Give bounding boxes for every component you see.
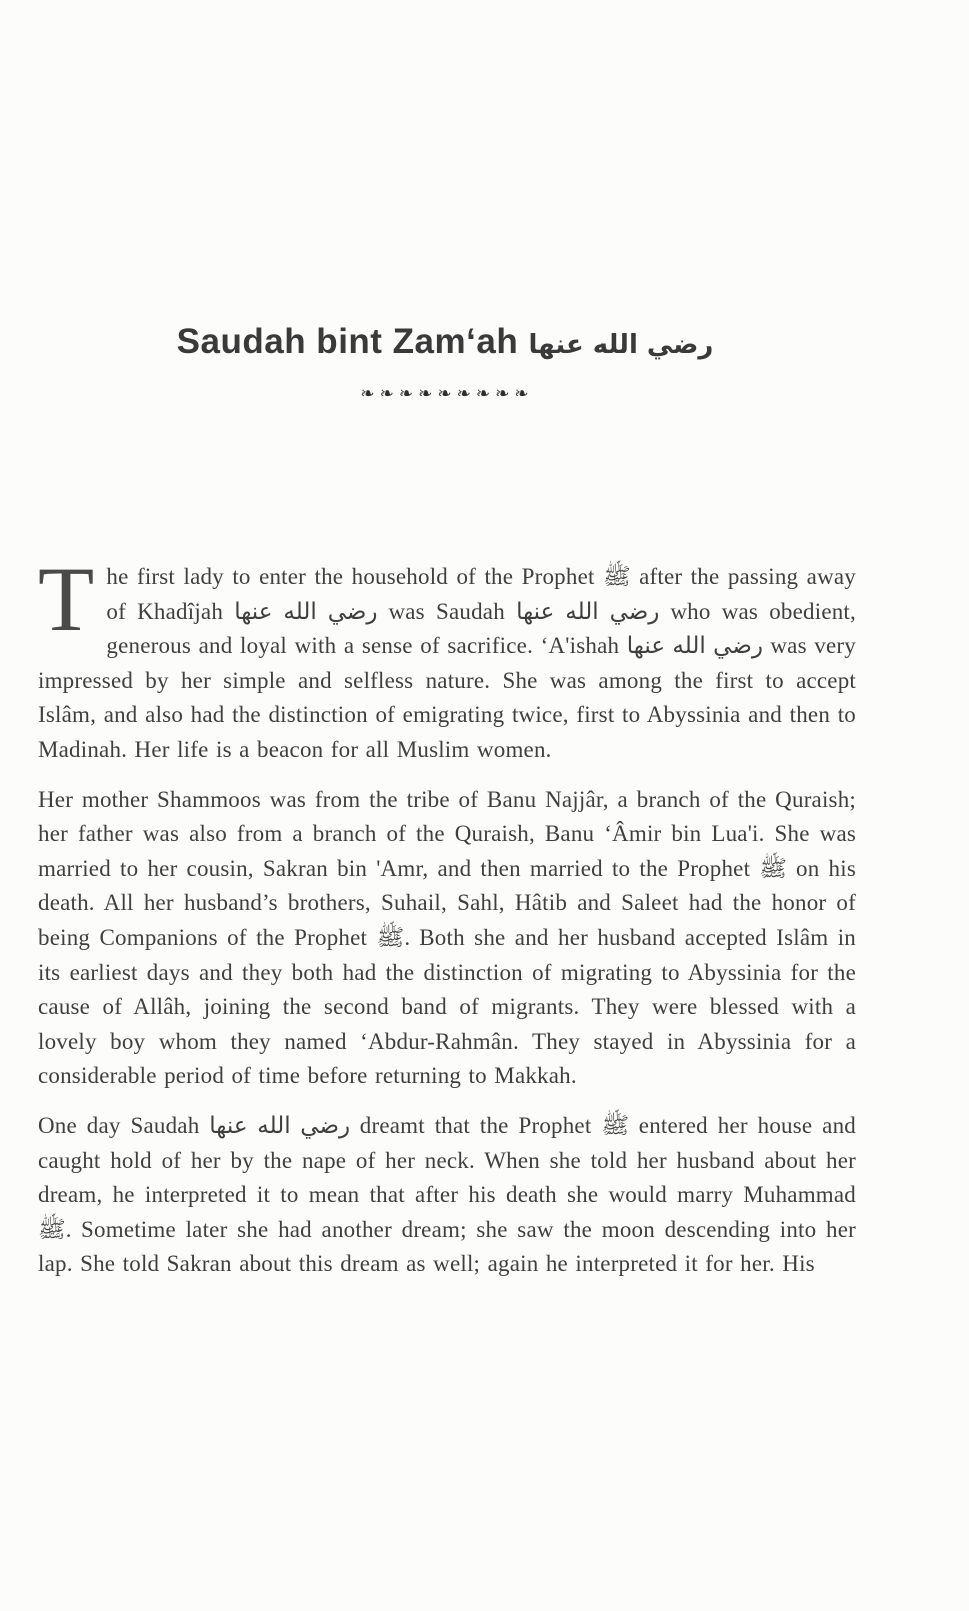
paragraph-2-text: Her mother Shammoos was from the tribe of Banu Najjâr, a branch of the Quraish; her father was also from a branch of the Quraish, Banu ‘Âmir bin Lua'i. She was married to her cousin, Sakran bin 'Amr, and then married to the Prophet ﷺ on his death. All her husband’s brothers, Suhail, Sahl, Hâtib and Saleet had the honor of being Companions of the Prophet ﷺ. Both she and her husband accepted Islâm in its earliest days and they both had the distinction of migrating to Abyssinia for the cause of Allâh, joining the second band of migrants. They were blessed with a lovely boy whom they named ‘Abdur-Rahmân. They stayed in Abyssinia for a considerable period of time before returning to Makkah. bbox=[38, 786, 856, 1089]
text-column bbox=[38, 0, 856, 1297]
body-text bbox=[38, 548, 856, 1282]
paragraph-2 bbox=[38, 783, 856, 1094]
paragraph-3-text: One day Saudah رضي الله عنها dreamt that the Prophet ﷺ entered her house and caught hold of her by the nape of her neck. When she told her husband about her dream, he interpreted it to mean that after his death she would marry Muhammad ﷺ. Sometime later she had another dream; she saw the moon descending into her lap. She told Sakran about this dream as well; again he interpreted it for her. His bbox=[38, 1112, 856, 1277]
paragraph-1 bbox=[38, 548, 856, 768]
page-title-latin: Saudah bint Zam‘ah bbox=[176, 322, 519, 361]
paragraph-1-text: he first lady to enter the household of the Prophet ﷺ after the passing away of Khadîjah رضي الله عنها was Saudah رضي الله عنها who was obedient, generous and loyal with a sense of sacrifice. ‘A'ishah رضي الله عنها was very impressed by her simple and selfless nature. She was among the first to accept Islâm, and also had the distinction of emigrating twice, first to Abyssinia and then to Madinah. Her life is a beacon for all Muslim women. bbox=[38, 564, 856, 762]
dropcap-letter: T bbox=[38, 548, 95, 650]
page-title bbox=[38, 0, 856, 362]
page-title-arabic: رضي الله عنها bbox=[528, 330, 714, 360]
paragraph-3 bbox=[38, 1109, 856, 1282]
ornament-divider-icon: ❧❧❧❧❧❧❧❧❧ bbox=[360, 384, 534, 404]
